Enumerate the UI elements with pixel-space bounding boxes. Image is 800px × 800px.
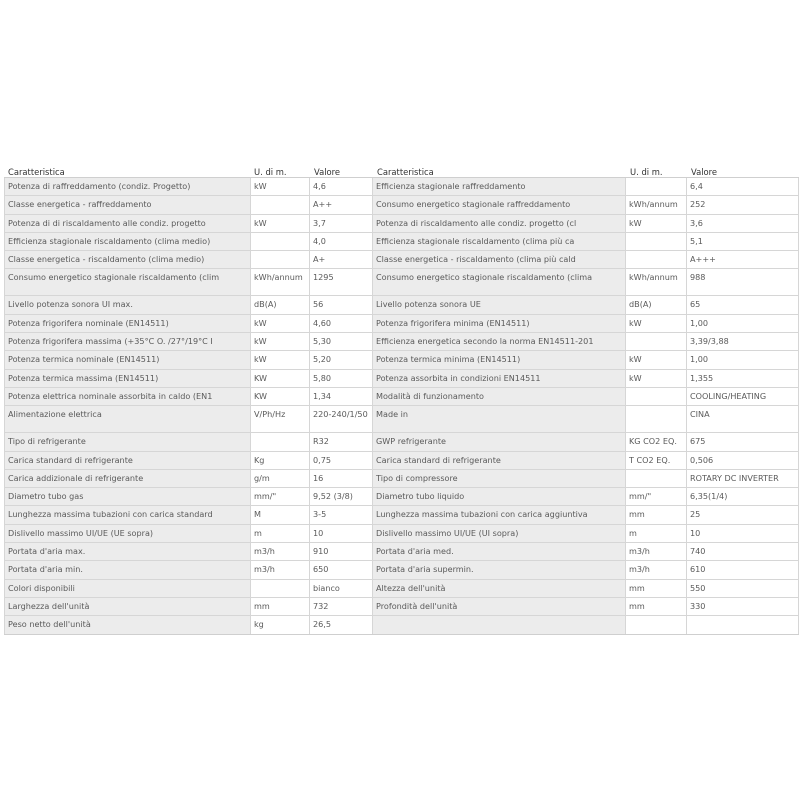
cell-left-value: 4,60 bbox=[310, 315, 373, 332]
cell-left-label: Potenza termica nominale (EN14511) bbox=[4, 351, 251, 368]
cell-right-value: CINA bbox=[687, 406, 799, 432]
table-row bbox=[4, 406, 799, 433]
cell-right-value: 65 bbox=[687, 296, 799, 313]
cell-right-value: ROTARY DC INVERTER bbox=[687, 470, 799, 487]
cell-left-label: Carica addizionale di refrigerante bbox=[4, 470, 251, 487]
cell-right-label: Efficienza energetica secondo la norma EN14511-201 bbox=[373, 333, 626, 350]
cell-right-unit: m bbox=[626, 525, 687, 542]
header-value-left: Valore bbox=[314, 167, 341, 177]
cell-left-value: 9,52 (3/8) bbox=[310, 488, 373, 505]
cell-left-label: Dislivello massimo UI/UE (UE sopra) bbox=[4, 525, 251, 542]
cell-right-unit: kW bbox=[626, 351, 687, 368]
cell-left-unit bbox=[251, 433, 310, 450]
cell-right-label: Classe energetica - riscaldamento (clima più cald bbox=[373, 251, 626, 268]
cell-left-value: R32 bbox=[310, 433, 373, 450]
cell-left-value: 3,7 bbox=[310, 215, 373, 232]
cell-right-value: 330 bbox=[687, 598, 799, 615]
cell-left-unit bbox=[251, 196, 310, 213]
table-header bbox=[4, 164, 799, 177]
cell-left-unit: m bbox=[251, 525, 310, 542]
cell-left-value: 910 bbox=[310, 543, 373, 560]
cell-right-value: COOLING/HEATING bbox=[687, 388, 799, 405]
cell-left-label: Potenza frigorifera nominale (EN14511) bbox=[4, 315, 251, 332]
cell-left-unit: KW bbox=[251, 388, 310, 405]
cell-right-unit: kWh/annum bbox=[626, 269, 687, 295]
cell-right-value: 0,506 bbox=[687, 452, 799, 469]
cell-left-unit: kW bbox=[251, 315, 310, 332]
cell-right-label: Consumo energetico stagionale raffreddamento bbox=[373, 196, 626, 213]
table-row bbox=[4, 296, 799, 314]
cell-left-label: Portata d'aria min. bbox=[4, 561, 251, 578]
cell-left-unit bbox=[251, 251, 310, 268]
cell-right-unit: m3/h bbox=[626, 543, 687, 560]
cell-right-value: 6,4 bbox=[687, 178, 799, 195]
cell-right-label: Consumo energetico stagionale riscaldamento (clima bbox=[373, 269, 626, 295]
cell-left-unit: V/Ph/Hz bbox=[251, 406, 310, 432]
cell-right-unit: mm bbox=[626, 598, 687, 615]
cell-left-value: 3-5 bbox=[310, 506, 373, 523]
cell-left-label: Classe energetica - raffreddamento bbox=[4, 196, 251, 213]
cell-left-unit: mm bbox=[251, 598, 310, 615]
cell-right-unit bbox=[626, 388, 687, 405]
cell-right-label: Efficienza stagionale raffreddamento bbox=[373, 178, 626, 195]
cell-left-value: 0,75 bbox=[310, 452, 373, 469]
cell-right-label: Dislivello massimo UI/UE (UI sopra) bbox=[373, 525, 626, 542]
cell-right-label: Potenza assorbita in condizioni EN14511 bbox=[373, 370, 626, 387]
cell-left-value: 5,30 bbox=[310, 333, 373, 350]
cell-left-value: 56 bbox=[310, 296, 373, 313]
cell-left-label: Lunghezza massima tubazioni con carica standard bbox=[4, 506, 251, 523]
cell-right-label: Portata d'aria med. bbox=[373, 543, 626, 560]
table-row bbox=[4, 598, 799, 616]
cell-right-value: 3,6 bbox=[687, 215, 799, 232]
cell-left-label: Consumo energetico stagionale riscaldamento (clim bbox=[4, 269, 251, 295]
cell-right-value: 3,39/3,88 bbox=[687, 333, 799, 350]
cell-left-value: 16 bbox=[310, 470, 373, 487]
cell-right-value: 550 bbox=[687, 580, 799, 597]
table-row bbox=[4, 543, 799, 561]
cell-left-label: Livello potenza sonora UI max. bbox=[4, 296, 251, 313]
header-value-right: Valore bbox=[691, 167, 718, 177]
cell-left-label: Portata d'aria max. bbox=[4, 543, 251, 560]
cell-right-label: Potenza di riscaldamento alle condiz. progetto (cl bbox=[373, 215, 626, 232]
table-row bbox=[4, 196, 799, 214]
cell-right-value: 10 bbox=[687, 525, 799, 542]
cell-left-value: 732 bbox=[310, 598, 373, 615]
cell-right-label: Altezza dell'unità bbox=[373, 580, 626, 597]
cell-right-value: 252 bbox=[687, 196, 799, 213]
cell-right-label: Profondità dell'unità bbox=[373, 598, 626, 615]
cell-left-unit: m3/h bbox=[251, 543, 310, 560]
cell-left-label: Carica standard di refrigerante bbox=[4, 452, 251, 469]
cell-left-label: Diametro tubo gas bbox=[4, 488, 251, 505]
cell-right-label: Made in bbox=[373, 406, 626, 432]
cell-left-unit bbox=[251, 580, 310, 597]
cell-right-value: 6,35(1/4) bbox=[687, 488, 799, 505]
cell-right-value: 988 bbox=[687, 269, 799, 295]
cell-left-unit: kg bbox=[251, 616, 310, 633]
cell-left-label: Potenza termica massima (EN14511) bbox=[4, 370, 251, 387]
cell-right-label: Potenza termica minima (EN14511) bbox=[373, 351, 626, 368]
cell-left-value: 5,20 bbox=[310, 351, 373, 368]
cell-right-unit bbox=[626, 251, 687, 268]
cell-right-unit: kWh/annum bbox=[626, 196, 687, 213]
cell-right-unit: dB(A) bbox=[626, 296, 687, 313]
cell-left-label: Potenza elettrica nominale assorbita in caldo (EN1 bbox=[4, 388, 251, 405]
cell-right-unit: kW bbox=[626, 215, 687, 232]
cell-right-value: 5,1 bbox=[687, 233, 799, 250]
table-body bbox=[4, 177, 799, 635]
cell-left-label: Larghezza dell'unità bbox=[4, 598, 251, 615]
cell-right-unit: mm/" bbox=[626, 488, 687, 505]
cell-left-unit: kW bbox=[251, 215, 310, 232]
cell-left-unit: KW bbox=[251, 370, 310, 387]
header-unit-right: U. di m. bbox=[630, 167, 663, 177]
cell-left-value: 5,80 bbox=[310, 370, 373, 387]
cell-right-label: Lunghezza massima tubazioni con carica aggiuntiva bbox=[373, 506, 626, 523]
cell-right-label: Efficienza stagionale riscaldamento (clima più ca bbox=[373, 233, 626, 250]
cell-right-unit bbox=[626, 333, 687, 350]
cell-right-unit: T CO2 EQ. bbox=[626, 452, 687, 469]
table-row bbox=[4, 388, 799, 406]
cell-left-value: bianco bbox=[310, 580, 373, 597]
cell-right-value: A+++ bbox=[687, 251, 799, 268]
cell-right-label: Carica standard di refrigerante bbox=[373, 452, 626, 469]
table-row bbox=[4, 488, 799, 506]
cell-left-value: 26,5 bbox=[310, 616, 373, 633]
cell-left-label: Potenza di raffreddamento (condiz. Progetto) bbox=[4, 178, 251, 195]
table-row bbox=[4, 215, 799, 233]
table-row bbox=[4, 452, 799, 470]
cell-left-value: 4,6 bbox=[310, 178, 373, 195]
cell-right-unit: KG CO2 EQ. bbox=[626, 433, 687, 450]
cell-right-unit: m3/h bbox=[626, 561, 687, 578]
cell-left-label: Tipo di refrigerante bbox=[4, 433, 251, 450]
cell-left-unit bbox=[251, 233, 310, 250]
cell-left-value: 220-240/1/50 bbox=[310, 406, 373, 432]
cell-left-label: Potenza frigorifera massima (+35°C O. /27°/19°C I bbox=[4, 333, 251, 350]
spec-table bbox=[4, 164, 799, 635]
cell-left-value: 1295 bbox=[310, 269, 373, 295]
cell-left-unit: kW bbox=[251, 351, 310, 368]
cell-left-value: 1,34 bbox=[310, 388, 373, 405]
cell-right-unit: mm bbox=[626, 580, 687, 597]
cell-left-label: Classe energetica - riscaldamento (clima medio) bbox=[4, 251, 251, 268]
table-row bbox=[4, 506, 799, 524]
cell-left-label: Colori disponibili bbox=[4, 580, 251, 597]
header-caratteristica-left: Caratteristica bbox=[8, 167, 65, 177]
cell-right-label: Modalità di funzionamento bbox=[373, 388, 626, 405]
cell-right-unit: kW bbox=[626, 370, 687, 387]
cell-left-value: A+ bbox=[310, 251, 373, 268]
cell-right-value: 1,355 bbox=[687, 370, 799, 387]
table-row bbox=[4, 433, 799, 451]
table-row bbox=[4, 525, 799, 543]
cell-left-unit: Kg bbox=[251, 452, 310, 469]
cell-right-unit bbox=[626, 406, 687, 432]
table-row bbox=[4, 251, 799, 269]
cell-left-unit: g/m bbox=[251, 470, 310, 487]
cell-right-unit: mm bbox=[626, 506, 687, 523]
cell-right-value: 1,00 bbox=[687, 315, 799, 332]
cell-right-label: GWP refrigerante bbox=[373, 433, 626, 450]
cell-right-unit bbox=[626, 470, 687, 487]
cell-right-value bbox=[687, 616, 799, 633]
cell-right-unit: kW bbox=[626, 315, 687, 332]
cell-left-value: 650 bbox=[310, 561, 373, 578]
cell-left-unit: kW bbox=[251, 178, 310, 195]
cell-left-unit: kW bbox=[251, 333, 310, 350]
cell-left-value: A++ bbox=[310, 196, 373, 213]
table-row bbox=[4, 561, 799, 579]
table-row bbox=[4, 233, 799, 251]
table-row bbox=[4, 269, 799, 296]
cell-right-value: 610 bbox=[687, 561, 799, 578]
cell-right-value: 25 bbox=[687, 506, 799, 523]
cell-right-unit bbox=[626, 233, 687, 250]
table-row bbox=[4, 178, 799, 196]
table-row bbox=[4, 580, 799, 598]
cell-left-unit: dB(A) bbox=[251, 296, 310, 313]
cell-left-label: Efficienza stagionale riscaldamento (clima medio) bbox=[4, 233, 251, 250]
cell-left-unit: mm/" bbox=[251, 488, 310, 505]
table-row bbox=[4, 351, 799, 369]
table-row bbox=[4, 370, 799, 388]
cell-left-value: 10 bbox=[310, 525, 373, 542]
cell-right-value: 740 bbox=[687, 543, 799, 560]
cell-right-label: Potenza frigorifera minima (EN14511) bbox=[373, 315, 626, 332]
cell-right-value: 1,00 bbox=[687, 351, 799, 368]
cell-left-label: Potenza di di riscaldamento alle condiz. progetto bbox=[4, 215, 251, 232]
cell-left-unit: M bbox=[251, 506, 310, 523]
cell-right-unit bbox=[626, 178, 687, 195]
cell-right-label: Tipo di compressore bbox=[373, 470, 626, 487]
cell-left-unit: m3/h bbox=[251, 561, 310, 578]
header-unit-left: U. di m. bbox=[254, 167, 287, 177]
cell-left-value: 4,0 bbox=[310, 233, 373, 250]
cell-right-label: Diametro tubo liquido bbox=[373, 488, 626, 505]
cell-left-label: Peso netto dell'unità bbox=[4, 616, 251, 633]
cell-right-value: 675 bbox=[687, 433, 799, 450]
cell-right-label: Portata d'aria supermin. bbox=[373, 561, 626, 578]
table-row bbox=[4, 333, 799, 351]
cell-left-unit: kWh/annum bbox=[251, 269, 310, 295]
header-caratteristica-right: Caratteristica bbox=[377, 167, 434, 177]
table-row bbox=[4, 470, 799, 488]
table-row bbox=[4, 315, 799, 333]
cell-right-label: Livello potenza sonora UE bbox=[373, 296, 626, 313]
cell-right-unit bbox=[626, 616, 687, 633]
table-row bbox=[4, 616, 799, 634]
cell-left-label: Alimentazione elettrica bbox=[4, 406, 251, 432]
cell-right-label bbox=[373, 616, 626, 633]
